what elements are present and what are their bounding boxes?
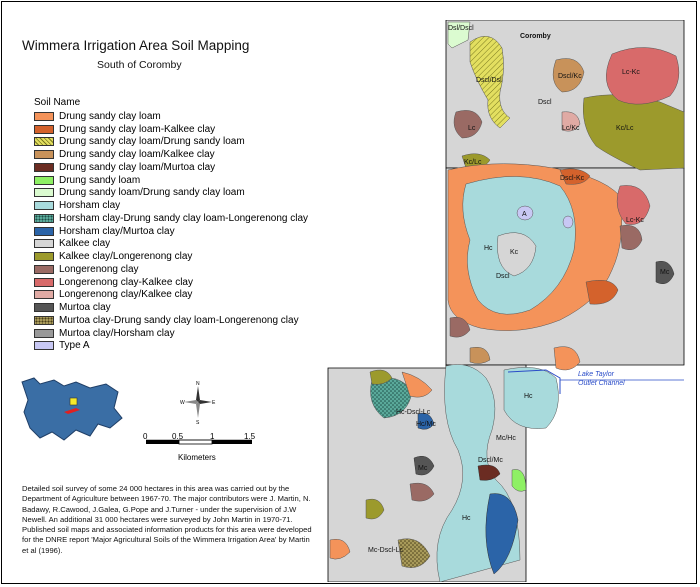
legend-swatch [34, 239, 54, 248]
legend-swatch [34, 278, 54, 287]
compass-s: S [196, 420, 200, 424]
label-kc-lc-2: Kc/Lc [464, 159, 482, 166]
legend-swatch [34, 227, 54, 236]
label-dscl-1: Dscl [538, 99, 552, 106]
legend-item [34, 238, 308, 251]
legend-item [34, 136, 308, 149]
label-hc-dscl-lc: Hc-Dscl-Lc [396, 409, 431, 416]
legend-swatch [34, 316, 54, 325]
legend-item [34, 263, 308, 276]
legend-swatch [34, 252, 54, 261]
legend-item [34, 276, 308, 289]
label-hc-2: Hc [524, 393, 533, 400]
label-dscl-2: Dscl [496, 273, 510, 280]
scale-tick-2: 1 [210, 432, 215, 441]
label-dscl-mc: Dscl/Mc [478, 457, 503, 464]
location-inset-map [18, 372, 128, 452]
legend-swatch [34, 112, 54, 121]
legend-swatch [34, 290, 54, 299]
label-dscl-kc: Dscl/Kc [558, 73, 582, 80]
legend-swatch [34, 163, 54, 172]
label-lc-kc: Lc-Kc [622, 69, 640, 76]
legend-label: Horsham clay [59, 200, 121, 212]
label-a-1: A [522, 211, 527, 218]
map-title: Wimmera Irrigation Area Soil Mapping [22, 38, 250, 53]
legend-label: Murtoa clay [59, 302, 111, 314]
legend-item [34, 327, 308, 340]
label-lc-kc-2: Lc-Kc [626, 217, 644, 224]
legend-label: Drung sandy clay loam-Kalkee clay [59, 123, 216, 135]
label-hc-3: Hc [462, 515, 471, 522]
legend-swatch [34, 214, 54, 223]
label-lake: Lake Taylor [578, 371, 614, 378]
legend-label: Drung sandy clay loam/Drung sandy loam [59, 136, 245, 148]
label-hc-1: Hc [484, 245, 493, 252]
legend-label: Drung sandy loam [59, 174, 141, 186]
legend-item [34, 314, 308, 327]
legend-swatch [34, 137, 54, 146]
legend-item [34, 225, 308, 238]
legend-item [34, 250, 308, 263]
label-coromby: Coromby [520, 33, 551, 40]
legend-label: Longerenong clay-Kalkee clay [59, 276, 193, 288]
label-lc-1: Lc [468, 125, 476, 132]
label-mc-1: Mc [660, 269, 670, 276]
legend-swatch [34, 125, 54, 134]
legend-label: Type A [59, 340, 90, 352]
map-subtitle: South of Coromby [97, 59, 182, 71]
label-dscl-dsl: Dscl/Dsl [476, 77, 502, 84]
legend-label: Drung sandy clay loam/Murtoa clay [59, 161, 216, 173]
state-outline [22, 378, 122, 440]
legend [34, 110, 308, 352]
legend-label: Drung sandy clay loam [59, 110, 161, 122]
label-lc-kc2: Lc/Kc [562, 125, 580, 132]
legend-label: Murtoa clay-Drung sandy clay loam-Longerenong clay [59, 314, 299, 326]
legend-item [34, 301, 308, 314]
legend-item [34, 161, 308, 174]
legend-swatch [34, 265, 54, 274]
legend-label: Horsham clay/Murtoa clay [59, 225, 175, 237]
legend-item [34, 212, 308, 225]
legend-item [34, 174, 308, 187]
legend-item [34, 187, 308, 200]
scale-tick-0: 0 [143, 432, 148, 441]
label-kc-lc: Kc/Lc [616, 125, 634, 132]
legend-swatch [34, 329, 54, 338]
legend-item [34, 148, 308, 161]
compass-w: W [180, 400, 185, 406]
legend-label: Murtoa clay/Horsham clay [59, 327, 175, 339]
survey-description: Detailed soil survey of some 24 000 hectares in this area was carried out by the Department of Agriculture between 1967-70. The major contributors were J. Martin, N. Badawy, R.Cawood, J.Galea, G.Pope and J.Turner - under the supervision of J.W Newell. An additional 31 000 hectares were surveyed by John Martin in 1970-71. Published soil maps and associated information products for this area were developed for the DNRE report 'Major Agricultural Soils of the Wimmera Irrigation Area' by Martin et al (1996). [22, 484, 312, 555]
legend-label: Drung sandy loam/Drung sandy clay loam [59, 187, 245, 199]
legend-swatch [34, 201, 54, 210]
legend-item [34, 110, 308, 123]
legend-title: Soil Name [34, 97, 81, 108]
scale-unit: Kilometers [178, 453, 216, 462]
legend-label: Longerenong clay [59, 263, 139, 275]
legend-item [34, 123, 308, 136]
legend-item [34, 289, 308, 302]
label-mc-hc: Mc/Hc [496, 435, 516, 442]
legend-label: Drung sandy clay loam/Kalkee clay [59, 149, 215, 161]
label-mc-2: Mc [418, 465, 428, 472]
soil-map [326, 20, 686, 582]
label-mc-dscl-lc: Mc-Dscl-Lc [368, 547, 403, 554]
compass-n: N [196, 381, 200, 387]
legend-label: Longerenong clay/Kalkee clay [59, 289, 193, 301]
legend-swatch [34, 341, 54, 350]
label-outlet: Outlet Channel [578, 380, 625, 387]
legend-label: Horsham clay-Drung sandy clay loam-Longerenong clay [59, 212, 309, 224]
compass-rose [180, 380, 216, 424]
lc-kc-patch [606, 47, 679, 104]
label-hc-mc: Hc/Mc [416, 421, 436, 428]
label-dsl-dscl: Dsl/Dscl [448, 25, 474, 32]
scale-tick-1: 0.5 [172, 432, 184, 441]
legend-swatch [34, 303, 54, 312]
legend-label: Kalkee clay/Longerenong clay [59, 251, 193, 263]
scale-bar [144, 438, 256, 448]
legend-label: Kalkee clay [59, 238, 111, 250]
legend-item [34, 340, 308, 353]
label-kc-1: Kc [510, 249, 519, 256]
legend-item [34, 199, 308, 212]
type-a-2 [563, 216, 573, 228]
compass-e: E [212, 400, 216, 406]
study-area-marker [70, 398, 77, 405]
legend-swatch [34, 188, 54, 197]
legend-swatch [34, 150, 54, 159]
legend-swatch [34, 176, 54, 185]
label-dscl-kc2: Dscl-Kc [560, 175, 585, 182]
scale-tick-3: 1.5 [244, 432, 256, 441]
